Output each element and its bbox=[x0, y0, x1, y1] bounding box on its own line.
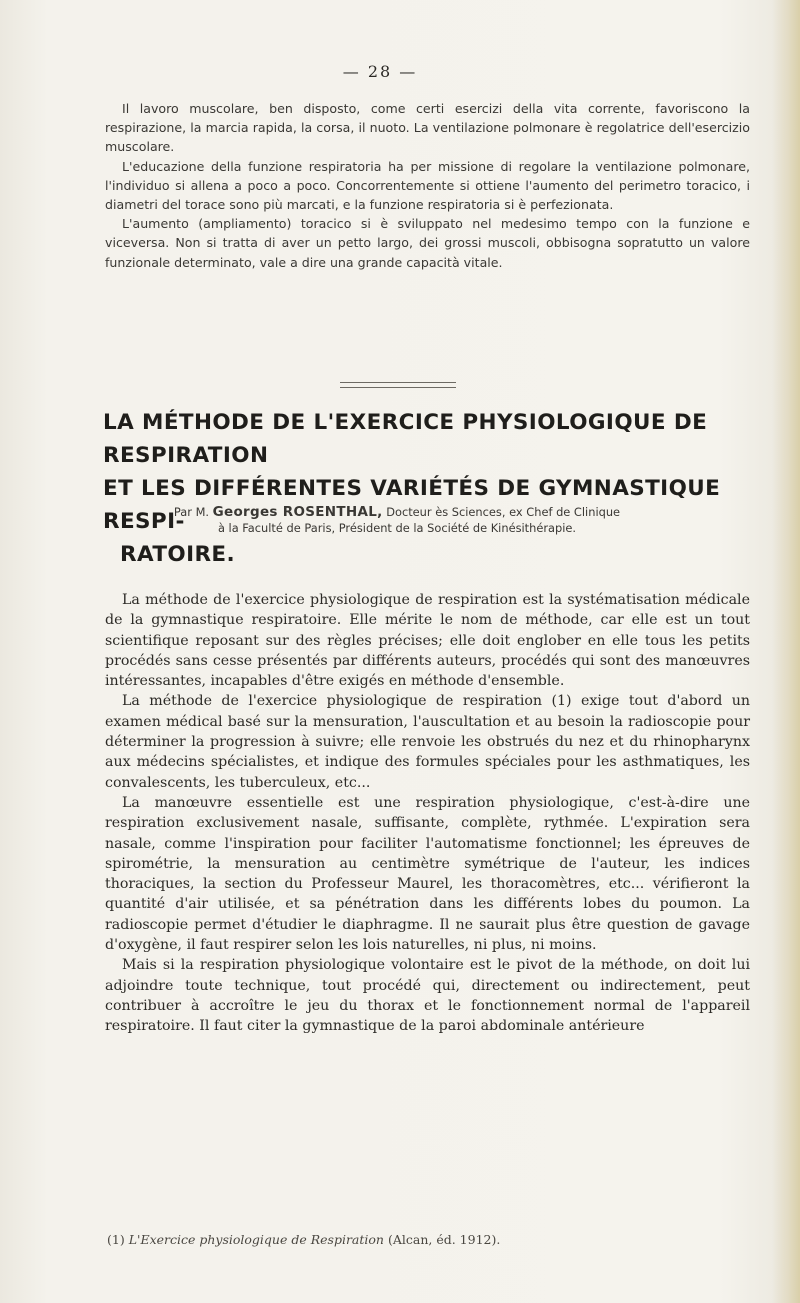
footnote bbox=[107, 1232, 747, 1247]
footnote-publisher: (Alcan, éd. 1912). bbox=[387, 1232, 501, 1247]
author-line-2: à la Faculté de Paris, Président de la Société de Kinésithérapie. bbox=[217, 520, 577, 535]
author-credentials: Docteur ès Sciences, ex Chef de Clinique bbox=[386, 505, 621, 519]
italian-paragraph-3: L'aumento (ampliamento) toracico si è sviluppato nel medesimo tempo con la funzione e viceversa. Non si tratta di aver un petto largo, dei grossi muscoli, obbisogna sopratutto un valore funzionale determinato, vale a dire una grande capacità vitale. bbox=[105, 216, 750, 270]
page-edge-shadow bbox=[772, 0, 800, 1303]
article-body bbox=[105, 590, 750, 1037]
body-paragraph-1: La méthode de l'exercice physiologique de respiration est la systématisation médicale de la gymnastique respiratoire. Elle mérite le nom de méthode, car elle est un tout scientifique reposant sur des règles précises; elle doit englober en elle tous les petits procédés sans cesse présentés par différents auteurs, procédés qui sont des manœuvres intéressantes, incapables d'être exigés en méthode d'ensemble. bbox=[105, 592, 750, 690]
title-line-2: ET LES DIFFÉRENTES VARIÉTÉS DE GYMNASTIQUE RESPI- bbox=[103, 476, 721, 534]
footnote-work-title: L'Exercice physiologique de Respiration bbox=[128, 1232, 384, 1247]
body-paragraph-3: La manœuvre essentielle est une respiration physiologique, c'est-à-dire une respiration exclusivement nasale, suffisante, complète, rythmée. L'expiration sera nasale, comme l'inspiration pour faciliter l'automatisme fonctionnel; les épreuves de spirométrie, la mensuration au centimètre symétrique de l'auteur, les indices thoraciques, la section du Professeur Maurel, les thoracomètres, etc... vérifieront la quantité d'air utilisée, et sa pénétration dans les différents lobes du poumon. La radioscopie permet d'étudier le diaphragme. Il ne saurait plus être question de gavage d'oxygène, il faut respirer selon les lois naturelles, ni plus, ni moins. bbox=[105, 794, 750, 954]
body-paragraph-4: Mais si la respiration physiologique volontaire est le pivot de la méthode, on doit lui adjoindre toute technique, tout procédé qui, directement ou indirectement, peut contribuer à accroître le jeu du thorax et le fonctionnement normal de l'appareil respiratoire. Il faut citer la gymnastique de la paroi abdominale antérieure bbox=[105, 957, 750, 1035]
author-prefix: Par M. bbox=[173, 505, 210, 519]
article-title bbox=[103, 406, 763, 571]
section-separator-rule bbox=[340, 382, 456, 388]
page-number: — 28 — bbox=[342, 62, 418, 81]
italian-paragraph-1: Il lavoro muscolare, ben disposto, come certi esercizi della vita corrente, favoriscono la respirazione, la marcia rapida, la corsa, il nuoto. La ventilazione polmonare è regolatrice dell'esercizio muscolare. bbox=[105, 101, 750, 155]
footnote-marker: (1) bbox=[107, 1232, 125, 1247]
author-byline bbox=[0, 505, 794, 536]
author-line-1 bbox=[0, 505, 794, 521]
body-paragraph-2: La méthode de l'exercice physiologique de respiration (1) exige tout d'abord un examen médical basé sur la mensuration, l'auscultation et au besoin la radioscopie pour déterminer la progression à suivre; elle renvoie les obstrués du nez et du rhinopharynx aux médecins spécialistes, et indique des formules spéciales pour les asthmatiques, les convalescents, les tuberculeux, etc... bbox=[105, 693, 750, 791]
title-line-1: LA MÉTHODE DE L'EXERCICE PHYSIOLOGIQUE DE RESPIRATION bbox=[103, 410, 708, 468]
author-name: Georges ROSENTHAL, bbox=[212, 504, 383, 520]
title-line-3: RATOIRE. bbox=[120, 542, 236, 567]
italian-paragraph-2: L'educazione della funzione respiratoria ha per missione di regolare la ventilazione polmonare, l'individuo si allena a poco a poco. Concorrentemente si ottiene l'aumento del perimetro toracico, i diametri del torace sono più marcati, e la funzione respiratoria si è perfezionata. bbox=[105, 158, 750, 213]
italian-section bbox=[105, 99, 750, 272]
